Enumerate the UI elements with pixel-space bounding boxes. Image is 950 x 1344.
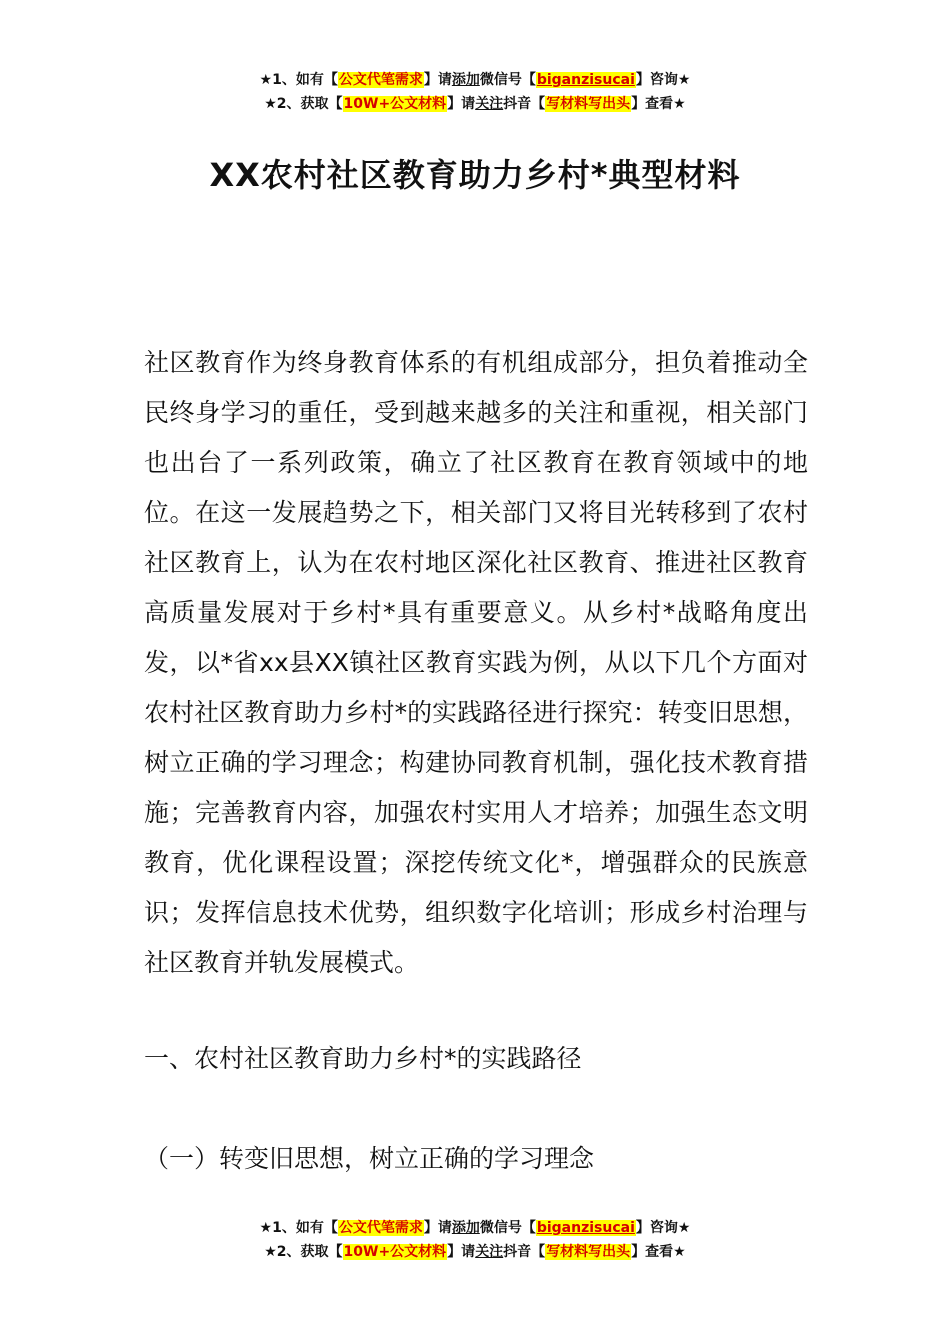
promo-emphasis: 关注 [475,1244,504,1260]
promo-text: 】查看★ [631,1244,686,1260]
wechat-id-link[interactable]: biganzisucai [536,1220,635,1236]
promo-text: ★2、获取【 [264,1244,343,1260]
promo-text: 】请 [447,96,476,112]
subsection-heading: （一）转变旧思想，树立正确的学习理念 [144,1144,595,1173]
promo-line-2 [0,1240,950,1264]
highlight-materials: 10W+公文材料 [343,96,447,112]
promo-text: 】请 [447,1244,476,1260]
promo-text: 】咨询★ [635,72,691,88]
wechat-id-link[interactable]: biganzisucai [536,72,635,88]
promo-text: 抖音【 [503,1244,546,1260]
promo-text: ★2、获取【 [264,96,343,112]
highlight-service: 公文代笔需求 [338,1220,423,1236]
promo-text: 】请 [423,72,452,88]
promo-banner-top [0,68,950,116]
promo-emphasis: 添加 [451,1220,480,1236]
promo-line-2 [0,92,950,116]
promo-text: 】查看★ [631,96,686,112]
highlight-douyin: 写材料写出头 [546,96,631,112]
promo-line-1 [0,68,950,92]
promo-text: 微信号【 [479,1220,536,1236]
highlight-douyin: 写材料写出头 [546,1244,631,1260]
highlight-materials: 10W+公文材料 [343,1244,447,1260]
promo-text: 】请 [423,1220,452,1236]
promo-banner-bottom [0,1216,950,1264]
intro-paragraph: 社区教育作为终身教育体系的有机组成部分，担负着推动全民终身学习的重任，受到越来越多的关注和重视，相关部门也出台了一系列政策，确立了社区教育在教育领域中的地位。在这一发展趋势之下，相关部门又将目光转移到了农村社区教育上，认为在农村地区深化社区教育、推进社区教育高质量发展对于乡村*具有重要意义。从乡村*战略角度出发，以*省xx县XX镇社区教育实践为例，从以下几个方面对农村社区教育助力乡村*的实践路径进行探究：转变旧思想，树立正确的学习理念；构建协同教育机制，强化技术教育措施；完善教育内容，加强农村实用人才培养；加强生态文明教育，优化课程设置；深挖传统文化*，增强群众的民族意识；发挥信息技术优势，组织数字化培训；形成乡村治理与社区教育并轨发展模式。 [144,348,808,977]
promo-text: ★1、如有【 [259,72,338,88]
promo-text: 】咨询★ [635,1220,691,1236]
section-heading: 一、农村社区教育助力乡村*的实践路径 [144,1044,582,1073]
promo-text: 微信号【 [479,72,536,88]
promo-text: ★1、如有【 [259,1220,338,1236]
promo-emphasis: 关注 [475,96,504,112]
promo-emphasis: 添加 [451,72,480,88]
highlight-service: 公文代笔需求 [338,72,423,88]
promo-line-1 [0,1216,950,1240]
promo-text: 抖音【 [503,96,546,112]
document-title: XX农村社区教育助力乡村*典型材料 [209,156,741,194]
